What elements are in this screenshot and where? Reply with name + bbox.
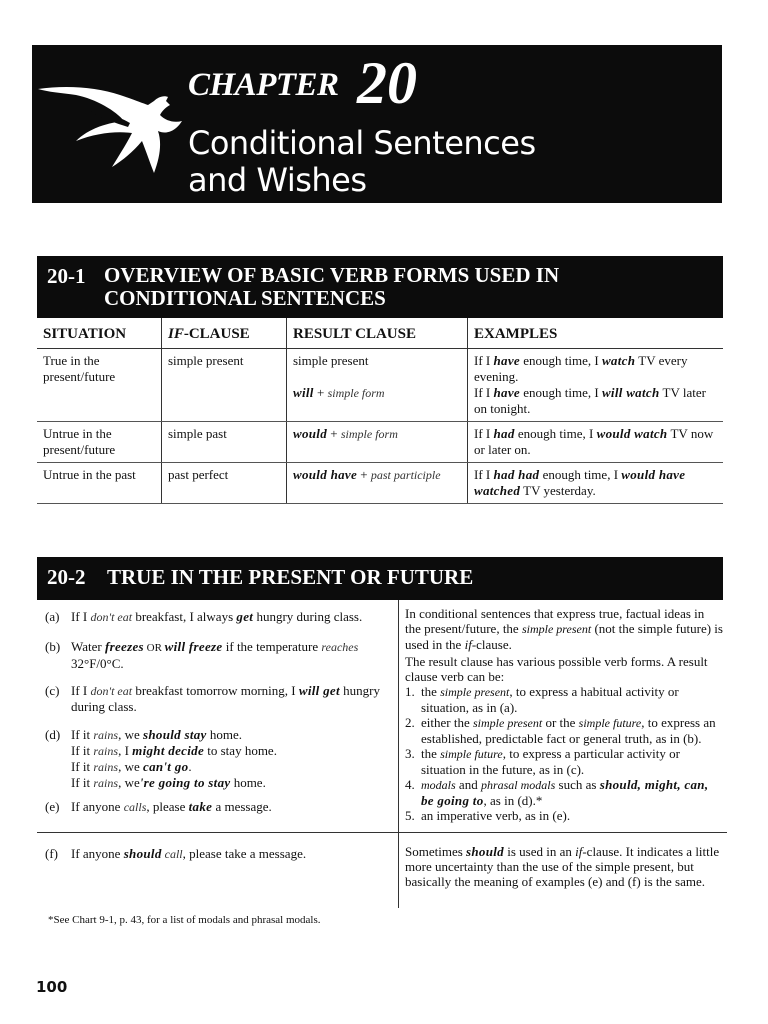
intro-paragraph: In conditional sentences that express true, factual ideas in the present/future, the simple present (not the simple future) is used in the if-clause.: [405, 606, 723, 652]
list-item: 4. modals and phrasal modals such as should, might, can, be going to, as in (d).*: [405, 777, 709, 808]
situation-cell: True in the present/future: [37, 349, 162, 422]
examples-cell: If I had had enough time, I would have watched TV yesterday.: [468, 463, 724, 504]
section-title: OVERVIEW OF BASIC VERB FORMS USED IN CONDITIONAL SENTENCES: [104, 263, 560, 310]
page-number: 100: [36, 978, 68, 996]
row-divider: [37, 832, 727, 833]
list-item: 3. the simple future, to express a particular activity or situation in the future, as in (c).: [405, 746, 680, 777]
examples-cell: If I had enough time, I would watch TV now or later on.: [468, 422, 724, 463]
chapter-banner: [32, 45, 722, 203]
table-row: [37, 463, 723, 504]
chapter-title-line1: Conditional Sentences: [188, 124, 536, 162]
if-clause-cell: simple past: [162, 422, 287, 463]
true-present-future-chart: (a) If I don't eat breakfast, I always get hungry during class. (b) Water freezes OR will freeze if the temperature reaches 32°F/0°C. (c) If I don't eat breakfast tomorrow morning, I will get hungry during class. (d) If it rains, we should stay home. If it rains, I might decide to stay home. If it rains, we can't go. If it rains, we're going to stay home. (e) If anyone calls, please take a message. (f) If anyone should call, please take a message. In conditional sentences that express true, factual ideas in the present/future, the simple present (not the simple future) is used in the if-clause. The result clause has various possible verb forms. A result clause verb can be: 1. the simple present, to express a habitual activity or situation, as in (a). 2. either the simple present or the simple future, to express an established, predictable fact or general truth, as in (b). 3. the simple future, to express a particular activity or situation in the future, as in (c). 4. modals and phrasal modals such as should, might, can, be going to, as in (d).* 5. an imperative verb, as in (e). Sometimes should is used in an if-clause. It indicates a little more uncertainty than the use of the simple present, but basically the meaning of examples (e) and (f) is the same.: [37, 600, 727, 908]
sometimes-paragraph: Sometimes should is used in an if-clause. It indicates a little more uncertainty than the use of the simple present, but basically the meaning of examples (e) and (f) is the same.: [405, 844, 720, 889]
table-header-row: [37, 318, 723, 349]
result-intro: The result clause has various possible verb forms. A result clause verb can be:: [405, 654, 708, 684]
explanation-text: [405, 606, 723, 823]
chapter-title: [188, 125, 536, 199]
situation-cell: Untrue in the past: [37, 463, 162, 504]
situation-cell: Untrue in the present/future: [37, 422, 162, 463]
table-row: [37, 422, 723, 463]
if-clause-cell: simple present: [162, 349, 287, 422]
result-clause-cell: would have + past participle: [287, 463, 468, 504]
table-row: [37, 349, 723, 422]
swallow-bird-icon: [36, 81, 184, 176]
footnote: *See Chart 9-1, p. 43, for a list of modals and phrasal modals.: [48, 914, 321, 926]
list-item: 1. the simple present, to express a habitual activity or situation, as in (a).: [405, 684, 679, 715]
section-number: 20-1: [47, 264, 86, 288]
result-verb-list: [405, 684, 723, 823]
chapter-number: 20: [357, 50, 417, 116]
list-item: 5. an imperative verb, as in (e).: [405, 808, 571, 823]
result-clause-cell: would + simple form: [287, 422, 468, 463]
chapter-label: CHAPTER: [188, 67, 339, 103]
col-header-situation: SITUATION: [37, 318, 162, 349]
list-item: 2. either the simple present or the simple future, to express an established, predictable fact or general truth, as in (b).: [405, 715, 716, 746]
chapter-title-line2: and Wishes: [188, 161, 367, 199]
section-title: TRUE IN THE PRESENT OR FUTURE: [107, 565, 474, 589]
verb-forms-table: [37, 318, 723, 504]
col-header-result-clause: RESULT CLAUSE: [287, 318, 468, 349]
examples-cell: If I have enough time, I watch TV every evening. If I have enough time, I will watch TV later on tonight.: [468, 349, 724, 422]
col-header-examples: EXAMPLES: [468, 318, 724, 349]
section-20-2-header: [37, 557, 723, 600]
section-number: 20-2: [47, 565, 86, 589]
if-clause-cell: past perfect: [162, 463, 287, 504]
section-20-1-header: [37, 256, 723, 318]
col-header-if-clause: IF-CLAUSE: [162, 318, 287, 349]
result-clause-cell: simple present will + simple form: [287, 349, 468, 422]
